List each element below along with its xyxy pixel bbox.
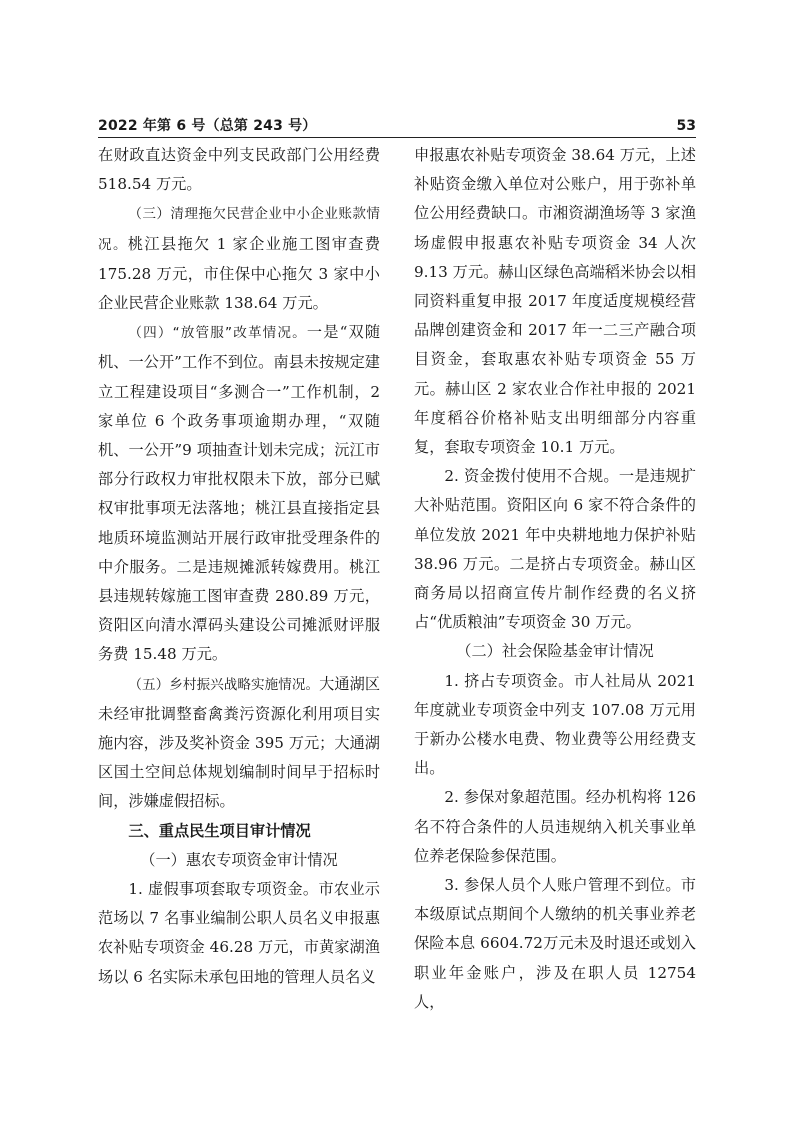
page-number: 53 (676, 118, 696, 134)
paragraph-shebao-2: 2. 参保对象超范围。经办机构将 126 名不符合条件的人员违规纳入机关事业单位养老保险参保范围。 (414, 788, 696, 865)
subheading-xiangcun: （五）乡村振兴战略实施情况。 (128, 676, 320, 693)
subheading-fangguanfu: （四）“放管服”改革情况。 (128, 325, 307, 342)
body-fangguanfu: 一是“双随机、一公开”工作不到位。南县未按规定建立工程建设项目“多测合一”工作机制，2 家单位 6 个政务事项逾期办理，“双随机、一公开”9 项抽查计划未完成；沅江市部分行政权力审批权限未下放，部分已赋权审批事项无法落地；桃江县直接指定县地质环境监测站开展行政审批受理条件的中介服务。二是违规摊派转嫁费用。桃江县违规转嫁施工图审查费 280.89 万元，资阳区向清水潭码头建设公司摊派财评服务费 15.48 万元。 (98, 323, 381, 664)
paragraph-huinong-1: 1. 虚假事项套取专项资金。市农业示范场以 7 名事业编制公职人员名义申报惠农补贴专项资金 46.28 万元，市黄家湖渔场以 6 名实际未承包田地的管理人员名义 (98, 880, 380, 986)
paragraph-shebao-3: 3. 参保人员个人账户管理不到位。市本级原试点期间个人缴纳的机关事业养老保险本息 6604.72万元未及时退还或划入职业年金账户，涉及在职人员 12754 人， (414, 876, 696, 1011)
paragraph-continued: 在财政直达资金中列支民政部门公用经费 518.54 万元。 (98, 146, 380, 194)
subheading-qingli: （三）清理拖欠民营企业中小企业账款情况。 (98, 206, 380, 253)
body-xiangcun: 大通湖区未经审批调整畜禽粪污资源化利用项目实施内容，涉及奖补资金 395 万元；大通湖区国土空间总体规划编制时间早于招标时间，涉嫌虚假招标。 (98, 674, 381, 811)
paragraph-qingli (98, 199, 380, 318)
left-column (98, 141, 380, 992)
subsection-heading-huinong: （一）惠农专项资金审计情况 (140, 850, 338, 869)
paragraph-xiangcun (98, 670, 380, 817)
paragraph-huinong-1-continued: 申报惠农补贴专项资金 38.64 万元，上述补贴资金缴入单位对公账户，用于弥补单位公用经费缺口。市湘资湖渔场等 3 家渔场虚假申报惠农补贴专项资金 34 人次 9.13 万元。赫山区绿色高端稻米协会以相同资料重复申报 2017 年度适度规模经营品牌创建资金和 2017 年一二三产融合项目资金，套取惠农补贴专项资金 55 万元。赫山区 2 家农业合作社申报的 2021 年度稻谷价格补贴支出明细部分内容重复，套取专项资金 10.1 万元。 (414, 146, 696, 457)
issue-label: 2022 年第 6 号（总第 243 号） (98, 118, 317, 134)
header-rule (98, 137, 696, 138)
body-qingli: 桃江县拖欠 1 家企业施工图审查费 175.28 万元，市住保中心拖欠 3 家中小企业民营企业账款 138.64 万元。 (98, 234, 381, 313)
paragraph-fangguanfu (98, 318, 380, 669)
section-heading-minsheng: 三、重点民生项目审计情况 (128, 821, 311, 840)
subsection-heading-shebao: （二）社会保险基金审计情况 (456, 642, 654, 661)
paragraph-huinong-2: 2. 资金拨付使用不合规。一是违规扩大补贴范围。资阳区向 6 家不符合条件的单位发放 2021 年中央耕地地力保护补贴 38.96 万元。二是挤占专项资金。赫山区商务局以招商宣传片制作经费的名义挤占“优质粮油”专项资金 30 万元。 (414, 467, 696, 632)
right-column (414, 141, 696, 1017)
page-header (98, 116, 696, 136)
paragraph-shebao-1: 1. 挤占专项资金。市人社局从 2021 年度就业专项资金中列支 107.08 万元用于新办公楼水电费、物业费等公用经费支出。 (414, 671, 696, 778)
